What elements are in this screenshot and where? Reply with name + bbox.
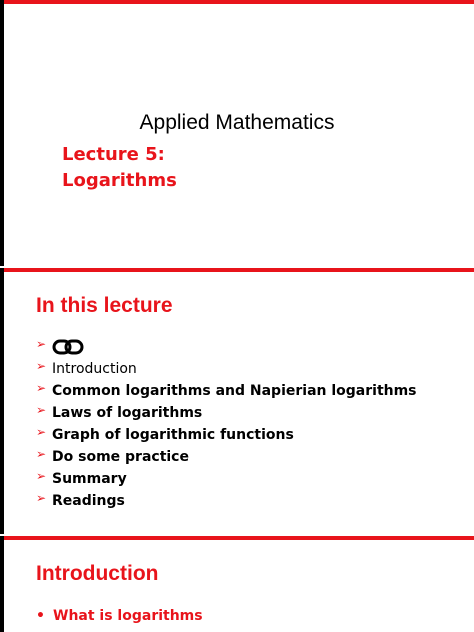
introduction-slide <box>0 536 474 632</box>
agenda-list <box>36 338 417 514</box>
bullet-arrow-icon: ➢ <box>36 491 47 505</box>
bullet-arrow-icon: ➢ <box>36 447 47 461</box>
list-item <box>36 448 417 470</box>
link-icon[interactable] <box>52 338 84 356</box>
list-item <box>36 338 417 360</box>
slide-top-border <box>0 0 474 4</box>
agenda-item-label: Readings <box>52 493 125 509</box>
slide-left-border <box>0 268 4 534</box>
list-item <box>36 470 417 492</box>
agenda-item-label: Graph of logarithmic functions <box>52 427 294 443</box>
course-title: Applied Mathematics <box>139 111 335 134</box>
bullet-arrow-icon: ➢ <box>36 381 47 395</box>
list-item <box>36 382 417 404</box>
list-item <box>36 608 203 624</box>
agenda-item-label: Do some practice <box>52 449 189 465</box>
slide-top-border <box>0 536 474 540</box>
agenda-item-label: Summary <box>52 471 127 487</box>
bullet-arrow-icon: ➢ <box>36 337 47 351</box>
agenda-item-label: Laws of logarithms <box>52 405 203 421</box>
agenda-item-label: Introduction <box>52 361 137 377</box>
bullet-arrow-icon: ➢ <box>36 469 47 483</box>
lecture-number: Lecture 5: <box>62 144 165 165</box>
bullet-arrow-icon: ➢ <box>36 359 47 373</box>
agenda-slide <box>0 268 474 534</box>
lecture-topic: Logarithms <box>62 170 177 191</box>
list-item <box>36 426 417 448</box>
slide-top-border <box>0 268 474 272</box>
agenda-heading: In this lecture <box>36 294 173 317</box>
intro-bullet-label: What is logarithms <box>53 608 203 624</box>
list-item <box>36 360 417 382</box>
bullet-dot-icon: • <box>36 608 45 624</box>
title-slide <box>0 0 474 266</box>
list-item <box>36 492 417 514</box>
introduction-heading: Introduction <box>36 562 159 585</box>
list-item <box>36 404 417 426</box>
bullet-arrow-icon: ➢ <box>36 425 47 439</box>
agenda-item-label: Common logarithms and Napierian logarithms <box>52 383 417 399</box>
bullet-arrow-icon: ➢ <box>36 403 47 417</box>
slide-left-border <box>0 536 4 632</box>
